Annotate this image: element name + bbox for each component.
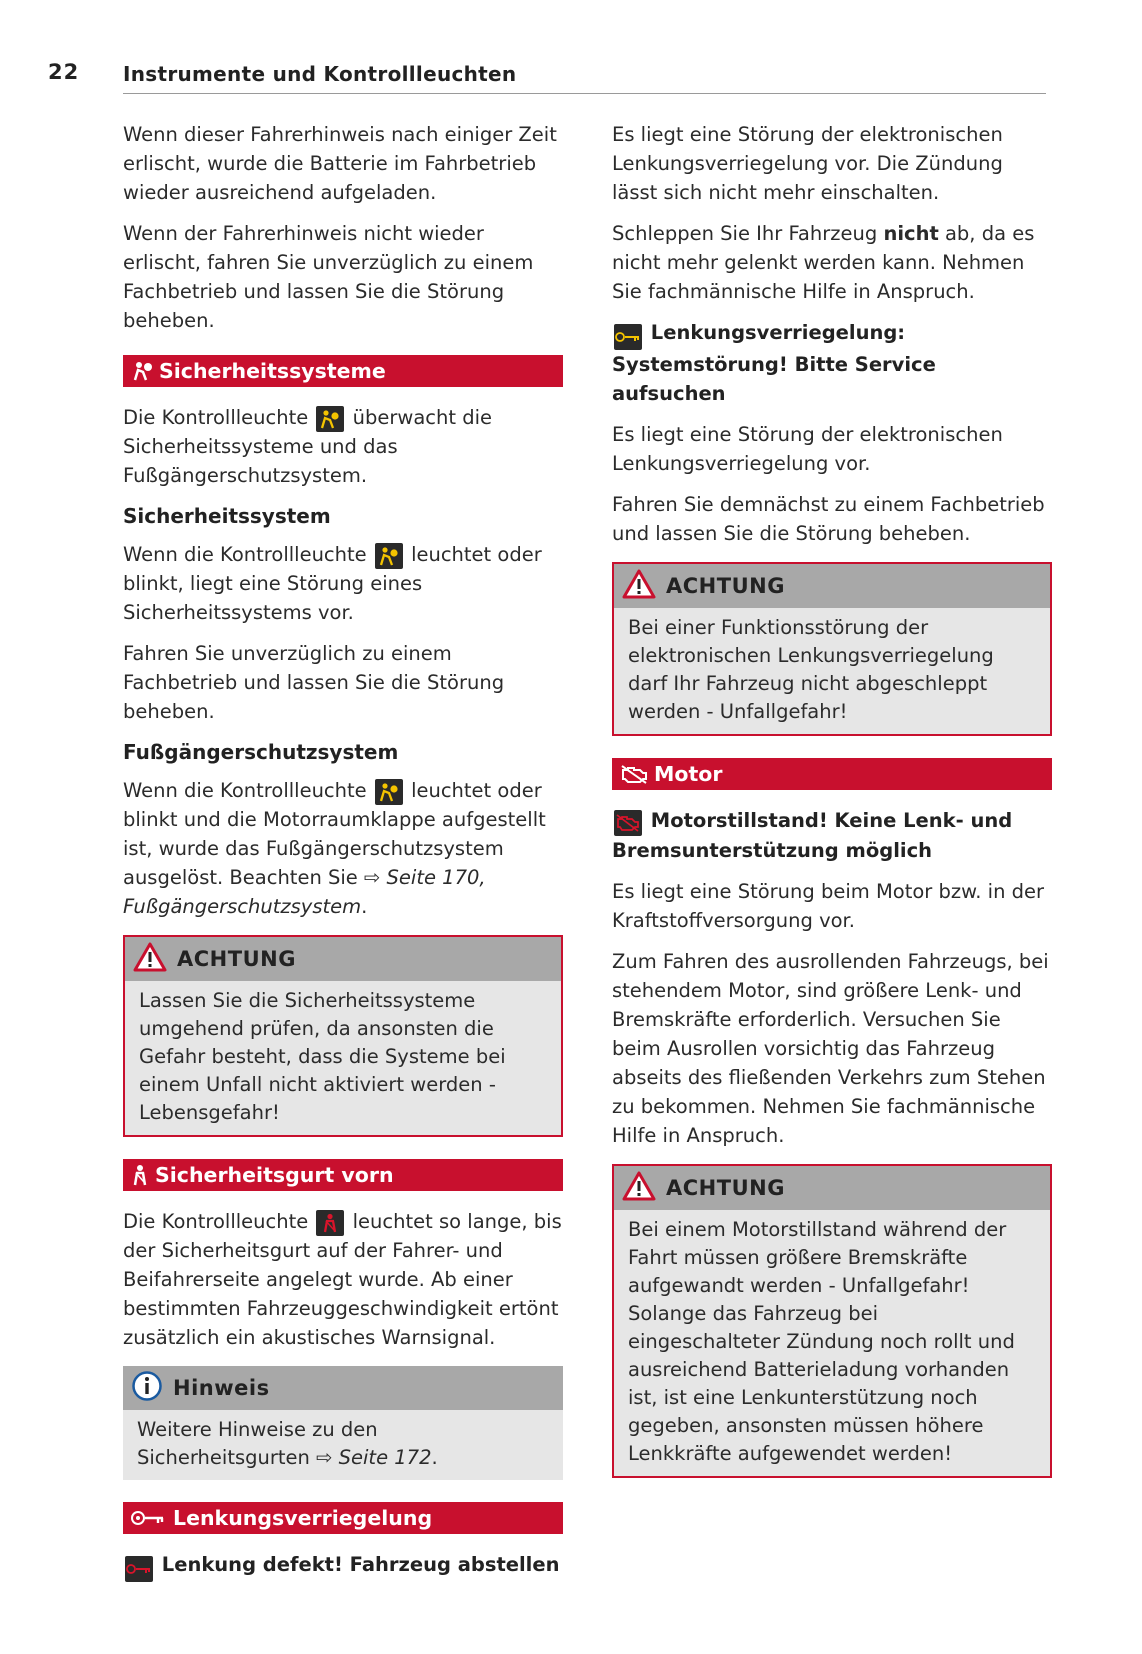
paragraph xyxy=(123,1207,563,1352)
text-run: leuchtet so lange, bis der Sicherheitsgurt auf der Fahrer- und Beifahrerseite angelegt wurde. Ab einer bestimmten Fahrzeuggeschwindigkeit ertönt zusätzlich ein akustisches Warnsignal. xyxy=(123,1210,562,1349)
warning-box-header xyxy=(614,1166,1050,1210)
subheading-safety-system: Sicherheitssystem xyxy=(123,504,331,528)
text-run: . xyxy=(431,1446,438,1469)
text-run: Schleppen Sie Ihr Fahrzeug xyxy=(612,222,878,245)
warning-box-body: Lassen Sie die Sicherheitssysteme umgehend prüfen, da ansonsten die Gefahr besteht, dass die Systeme bei einem Unfall nicht aktiviert werden - Lebensgefahr! xyxy=(139,989,506,1124)
airbag-warning-lamp-icon xyxy=(316,406,344,432)
paragraph: Wenn dieser Fahrerhinweis nach einiger Zeit erlischt, wurde die Batterie im Fahrbetrieb wieder ausreichend aufgeladen. xyxy=(123,123,557,204)
warning-triangle-icon xyxy=(622,1171,656,1205)
text-run: . xyxy=(361,895,368,918)
engine-lamp-icon xyxy=(614,810,642,836)
warning-box-header xyxy=(614,564,1050,608)
seatbelt-icon xyxy=(131,1164,149,1186)
text-run: Lenkungsverriegelung: Systemstörung! Bitte Service aufsuchen xyxy=(612,321,936,405)
section-bar-seatbelt xyxy=(123,1159,563,1191)
message-engine-stall xyxy=(612,806,1052,865)
subheading-pedestrian-protection: Fußgängerschutzsystem xyxy=(123,740,399,764)
message-steering-system-fault xyxy=(612,318,1052,408)
text-run: Wenn die Kontrollleuchte xyxy=(123,543,367,566)
warning-box-header xyxy=(125,937,561,981)
section-bar-motor xyxy=(612,758,1052,790)
warning-triangle-icon xyxy=(622,569,656,603)
text-run: ab, da es nicht mehr gelenkt werden kann. Nehmen Sie fachmännische Hilfe in Anspruch. xyxy=(612,222,1035,303)
section-bar-label: Motor xyxy=(654,762,723,786)
airbag-icon xyxy=(131,360,153,382)
paragraph: Fahren Sie unverzüglich zu einem Fachbetrieb und lassen Sie die Störung beheben. xyxy=(123,642,505,723)
warning-box-body: Bei einer Funktionsstörung der elektronischen Lenkungsverriegelung darf Ihr Fahrzeug nicht abgeschleppt werden - Unfallgefahr! xyxy=(628,616,994,723)
info-icon xyxy=(131,1370,163,1406)
paragraph: Es liegt eine Störung beim Motor bzw. in der Kraftstoffversorgung vor. xyxy=(612,880,1045,932)
paragraph xyxy=(123,540,563,627)
warning-box-body: Bei einem Motorstillstand während der Fahrt müssen größere Bremskräfte aufgewandt werden - Unfallgefahr! Solange das Fahrzeug bei eingeschalteter Zündung noch rollt und ausreichend Batterieladung vorhanden ist, ist eine Lenkunterstützung noch gegeben, ansonsten müssen höhere Lenkkräfte aufgewendet werden! xyxy=(628,1218,1015,1465)
steering-lock-lamp-icon xyxy=(125,1556,153,1582)
paragraph xyxy=(123,776,563,921)
warning-box-steering xyxy=(612,562,1052,736)
paragraph xyxy=(612,219,1052,306)
paragraph: Es liegt eine Störung der elektronischen Lenkungsverriegelung vor. Die Zündung lässt sich nicht mehr einschalten. xyxy=(612,123,1003,204)
page-header xyxy=(48,58,1046,94)
text-run: leuchtet oder blinkt und die Motorraumklappe aufgestellt ist, wurde das Fußgängerschutzsystem ausgelöst. Beachten Sie xyxy=(123,779,546,889)
right-column xyxy=(612,120,1052,1500)
warning-box-title: ACHTUNG xyxy=(666,1176,785,1200)
steering-lock-icon xyxy=(131,1510,167,1526)
page-reference-link[interactable]: ⇨ Seite 170, Fußgängerschutzsystem xyxy=(123,866,486,918)
airbag-warning-lamp-icon xyxy=(375,779,403,805)
text-run: Motorstillstand! Keine Lenk- und Bremsunterstützung möglich xyxy=(612,809,1013,862)
note-box-title: Hinweis xyxy=(173,1376,270,1400)
text-run: leuchtet oder blinkt, liegt eine Störung eines Sicherheitssystems vor. xyxy=(123,543,542,624)
paragraph: Wenn der Fahrerhinweis nicht wieder erlischt, fahren Sie unverzüglich zu einem Fachbetrieb und lassen Sie die Störung beheben. xyxy=(123,222,534,332)
section-bar-label: Sicherheitssysteme xyxy=(159,359,386,383)
section-bar-steering-lock xyxy=(123,1502,563,1534)
header-rule xyxy=(123,93,1046,94)
warning-box-title: ACHTUNG xyxy=(666,574,785,598)
text-run: Lenkung defekt! Fahrzeug abstellen xyxy=(161,1553,560,1576)
steering-lock-lamp-icon xyxy=(614,324,642,350)
paragraph: Zum Fahren des ausrollenden Fahrzeugs, bei stehendem Motor, sind größere Lenk- und Bremskräfte erforderlich. Versuchen Sie beim Ausrollen vorsichtig das Fahrzeug abseits des fließenden Verkehrs zum Stehen zu bekommen. Nehmen Sie fachmännische Hilfe in Anspruch. xyxy=(612,950,1049,1147)
note-box-header xyxy=(123,1366,563,1410)
note-box-seatbelt xyxy=(123,1366,563,1480)
warning-box-safety xyxy=(123,935,563,1137)
warning-triangle-icon xyxy=(133,942,167,976)
text-run: Die Kontrollleuchte xyxy=(123,406,309,429)
text-run: Wenn die Kontrollleuchte xyxy=(123,779,367,802)
section-bar-safety-systems xyxy=(123,355,563,387)
paragraph: Fahren Sie demnächst zu einem Fachbetrieb und lassen Sie die Störung beheben. xyxy=(612,493,1045,545)
warning-box-motor xyxy=(612,1164,1052,1478)
warning-box-title: ACHTUNG xyxy=(177,947,296,971)
note-box-body xyxy=(123,1410,563,1480)
airbag-warning-lamp-icon xyxy=(375,543,403,569)
text-run: überwacht die Sicherheitssysteme und das Fußgängerschutzsystem. xyxy=(123,406,493,487)
section-bar-label: Sicherheitsgurt vorn xyxy=(155,1163,394,1187)
engine-icon xyxy=(620,764,648,784)
left-column xyxy=(123,120,563,1594)
paragraph xyxy=(123,403,563,490)
paragraph: Es liegt eine Störung der elektronischen Lenkungsverriegelung vor. xyxy=(612,423,1003,475)
page-number: 22 xyxy=(48,60,80,84)
section-bar-label: Lenkungsverriegelung xyxy=(173,1506,433,1530)
text-run: Weitere Hinweise zu den Sicherheitsgurten xyxy=(137,1418,378,1469)
emphasis: nicht xyxy=(883,222,939,245)
seatbelt-warning-lamp-icon xyxy=(316,1210,344,1236)
page-reference-link[interactable]: ⇨ Seite 172 xyxy=(316,1446,432,1469)
text-run: Die Kontrollleuchte xyxy=(123,1210,309,1233)
message-steering-defect xyxy=(123,1550,563,1582)
page-title: Instrumente und Kontrollleuchten xyxy=(123,62,517,86)
